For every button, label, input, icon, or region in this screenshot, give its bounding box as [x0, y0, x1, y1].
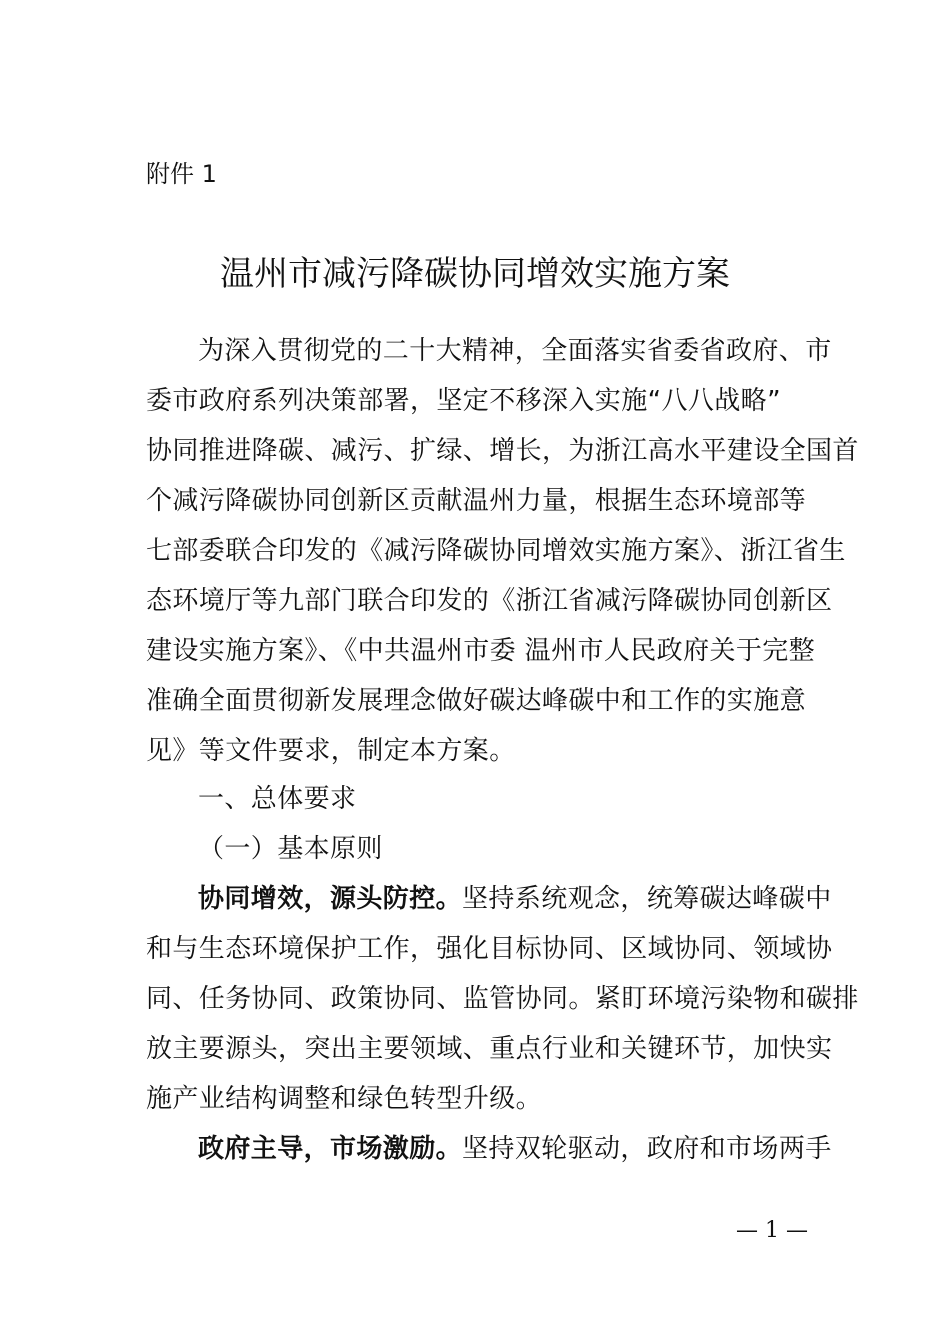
paragraph-line: 建设实施方案》、《中共温州市委 温州市人民政府关于完整: [146, 636, 816, 666]
paragraph-line: 放主要源头，突出主要领域、重点行业和关键环节，加快实: [146, 1034, 833, 1064]
page-number: — 1 —: [736, 1218, 808, 1243]
paragraph-line: 见》等文件要求，制定本方案。: [146, 736, 516, 766]
paragraph-line: 准确全面贯彻新发展理念做好碳达峰碳中和工作的实施意: [146, 686, 807, 716]
paragraph-line: 委市政府系列决策部署，坚定不移深入实施“八八战略”: [146, 386, 781, 416]
principle-title: 协同增效，源头防控。: [198, 884, 463, 914]
paragraph-line: 协同推进降碳、减污、扩绿、增长，为浙江高水平建设全国首: [146, 436, 859, 466]
paragraph-line: 为深入贯彻党的二十大精神，全面落实省委省政府、市: [198, 336, 832, 366]
principle-text: 坚持双轮驱动，政府和市场两手: [462, 1134, 832, 1164]
paragraph-line: 个减污降碳协同创新区贡献温州力量，根据生态环境部等: [146, 486, 807, 516]
document-title: 温州市减污降碳协同增效实施方案: [220, 254, 730, 294]
attachment-label: 附件 1: [146, 160, 217, 188]
paragraph-line: 和与生态环境保护工作，强化目标协同、区域协同、领域协: [146, 934, 833, 964]
paragraph-line: 态环境厅等九部门联合印发的《浙江省减污降碳协同创新区: [146, 586, 833, 616]
principle-title: 政府主导，市场激励。: [198, 1134, 463, 1164]
principle-line: [198, 1132, 832, 1166]
paragraph-line: 七部委联合印发的《减污降碳协同增效实施方案》、浙江省生: [146, 536, 846, 566]
paragraph-line: 施产业结构调整和绿色转型升级。: [146, 1084, 543, 1114]
subsection-heading: （一）基本原则: [198, 834, 383, 864]
section-heading: 一、总体要求: [198, 784, 357, 814]
paragraph-line: 同、任务协同、政策协同、监管协同。紧盯环境污染物和碳排: [146, 984, 859, 1014]
principle-line: [198, 882, 832, 916]
principle-text: 坚持系统观念，统筹碳达峰碳中: [462, 884, 832, 914]
